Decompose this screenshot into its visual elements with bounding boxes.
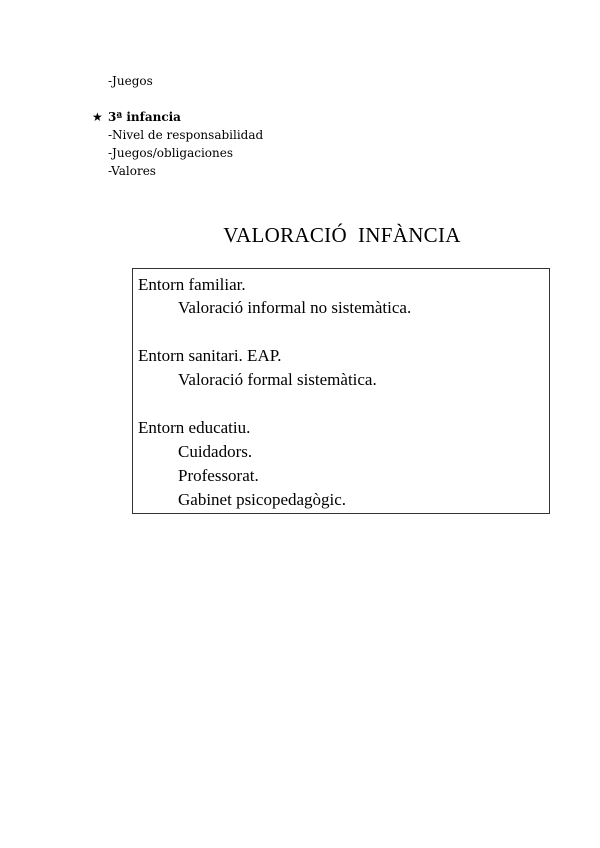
list-item-games-obligations: -Juegos/obligaciones <box>108 146 233 160</box>
list-item-juegos: -Juegos <box>108 74 153 88</box>
list-item-values: -Valores <box>108 164 156 178</box>
section-item-psychopedagogic-office: Gabinet psicopedagògic. <box>178 490 347 509</box>
section-item-teachers: Professorat. <box>178 466 259 485</box>
section-heading-family: Entorn familiar. <box>138 275 246 294</box>
section-item-informal-assessment: Valoració informal no sistemàtica. <box>178 298 412 317</box>
section-item-formal-assessment: Valoració formal sistemàtica. <box>178 370 377 389</box>
star-bullet-icon: ★ <box>92 110 103 124</box>
section-item-caregivers: Cuidadors. <box>178 442 253 461</box>
section-heading-health: Entorn sanitari. EAP. <box>138 346 282 365</box>
assessment-box <box>132 268 550 514</box>
section-heading-label: 3ª infancia <box>108 110 181 124</box>
section-heading-education: Entorn educatiu. <box>138 418 251 437</box>
section-heading-third-childhood <box>92 108 181 126</box>
list-item-responsibility: -Nivel de responsabilidad <box>108 128 264 142</box>
assessment-title: VALORACIÓ INFÀNCIA <box>223 223 461 247</box>
